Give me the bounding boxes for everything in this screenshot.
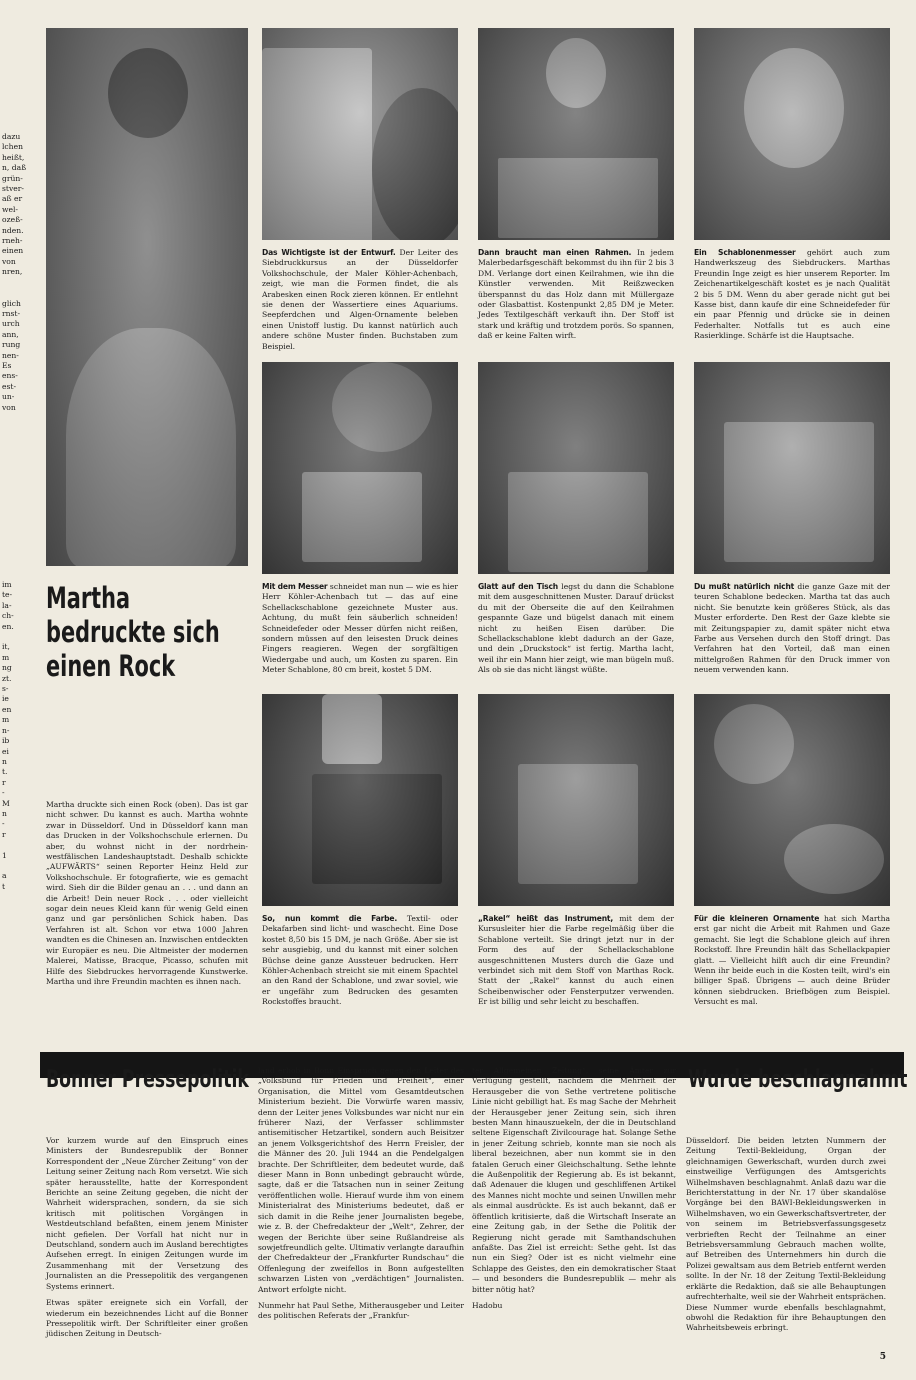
bleed-line: [2, 278, 38, 288]
photo-covering-gauze: [694, 362, 890, 574]
bleed-line: r: [2, 777, 6, 787]
bleed-line: t: [2, 881, 6, 891]
bleed-line: von: [2, 256, 16, 266]
bleed-column-top: [2, 132, 38, 413]
bleed-line: [2, 840, 38, 850]
bleed-line: -: [2, 819, 5, 829]
bleed-line: n, daß: [2, 163, 27, 173]
bleed-line: en: [2, 704, 12, 714]
bleed-line: [2, 632, 38, 642]
bleed-line: m: [2, 652, 10, 662]
bleed-line: rung: [2, 340, 21, 350]
bleed-line: a: [2, 871, 7, 881]
article1-paragraph: land erhob in Bonn Einspruch gegen den Leiter des „Volksbund für Frieden und Freiheit“, einer Organisation, die Mittel vom Gesamtdeutschen Ministerium bezieht. Die Vorwürfe waren massiv, denn der Leiter jenes Volksbundes war nicht nur ein früherer Nazi, der Verfasser schlimmster antisemitischer Hetzartikel, sondern auch Beisitzer an jenem Volksgerichtshof des Herrn Freisler, der die Männer des 20. Juli 1944 an die Pendelgalgen brachte. Der Schriftleiter, dem bedeutet wurde, daß dieser Mann in Bonn unbedingt gebraucht würde, sagte, daß er die Tatsachen nun in seiner Zeitung veröffentlichen wolle. Hierauf wurde ihm von einem Ministerialrat des Ministeriums bedeutet, daß er sich damit in die Reihe jener Journalisten begebe, wie z. B. der Chefredakteur der „Welt“, Zehrer, der wegen der Berichte über seine Rußlandreise als sowjetfreundlich gelte. Ultimativ verlangte daraufhin der Chefredakteur der „Frankfurter Rundschau“ die Offenlegung der zweifellos in Bonn aufgestellten schwarzen Listen von „verdächtigen“ Journalisten. Antwort erfolgte nicht.: [258, 1066, 464, 1294]
article1-paragraph: ter Allgemeinen Zeitung“, seine Ämter zur Verfügung gestellt, nachdem die Mehrheit der Herausgeber die von Sethe vertretene politische Linie nicht gebilligt hat. Es mag Sache der Mehrheit der Herausgeber jener Zeitung sein, sich ihren besten Mann hinauszuekeln, der die in Deutschland seltene Eigenschaft Zivilcourage hat. Solange Sethe in jener Zeitung schrieb, konnte man sie noch als liberal bezeichnen, aber nun kommt sie in den fatalen Geruch einer Gleichschaltung. Sethe lehnte die Außenpolitik der Regierung ab. Es ist bekannt, daß Adenauer die klugen und geschliffenen Artikel des Mannes nicht mochte und seinen Unwillen mehr als einmal ausdrückte. Es ist auch bekannt, daß er öffentlich kritisierte, daß die Wirtschaft Inserate an eine Zeitung gab, in der Sethe die Politik der Regierung nicht gerade mit Samthandschuhen anfaßte. Das Ziel ist erreicht: Sethe geht. Ist das nun ein Sieg? Oder ist es nicht vielmehr eine Schlappe des Geistes, den ein demokratischer Staat — und besonders die Bundesrepublik — mehr als bitter nötig hat?: [472, 1066, 676, 1294]
bleed-line: n: [2, 808, 7, 818]
caption-frame: Dann braucht man einen Rahmen. In jedem Malerbedarfsgeschäft bekommst du ihn für 2 bis 3 DM. Verlange dort einen Keilrahmen, wie ihn die Künstler verwenden. Mit Reißzwecken überspannst du das Holz dann mit Müllergaze oder Glasbattist. Kostenpunkt 2,85 DM je Meter. Jedes Textilgeschäft verkauft ihn. Der Stoff ist stark und kräftig und trotzdem porös. So spannen, daß er keine Falten wirft.: [478, 248, 674, 341]
caption-design: Das Wichtigste ist der Entwurf. Der Leiter des Siebdruckkursus an der Düsseldorfer Volkshochschule, der Maler Köhler-Achenbach, zeigt, wie man die Formen findet, die als Arabesken einen Rock zieren können. Er entlehnt sie denen der Wassertiere eines Aquariums. Seepferdchen und Algen-Ornamente beleben einen Unistoff lustig. Du kannst natürlich auch andere schöne Muster finden. Buchstaben zum Beispiel.: [262, 248, 458, 351]
bleed-line: glich: [2, 298, 21, 308]
caption-cutting: Mit dem Messer schneidet man nun — wie es hier Herr Köhler-Achenbach tut — das auf eine Schellackschablone gezeichnete Muster aus. Achtung, du mußt fein säuberlich schneiden! Schneidefeder oder Messer dürfen nicht reißen, sondern müssen auf den leisesten Druck deines Fingers reagieren. Wegen der sorgfältigen Wiedergabe und auch, um Kosten zu sparen. Ein Meter Schablone, 80 cm breit, kostet 5 DM.: [262, 582, 458, 675]
bleed-line: nen-: [2, 350, 19, 360]
photo-small-ornaments: [694, 694, 890, 906]
main-title-line-2: bedruckte sich: [46, 615, 220, 649]
bleed-line: lchen: [2, 142, 23, 152]
caption-small-ornaments: Für die kleineren Ornamente hat sich Martha erst gar nicht die Arbeit mit Rahmen und Gaze gemacht. Sie legt die Schablone gleich auf ihren Rockstoff. Ihre Freundin hält das Schellackpapier glatt. — Vielleicht hilft auch dir eine Freundin? Wenn ihr beide euch in die Kosten teilt, wird's ein billiger Spaß. Übrigens — auch deine Brüder können siebdrucken. Briefbögen zum Beispiel. Versucht es mal.: [694, 914, 890, 1007]
bleed-line: ib: [2, 736, 10, 746]
bleed-line: n-: [2, 725, 10, 735]
bleed-line: ie: [2, 694, 9, 704]
bleed-line: zt.: [2, 673, 12, 683]
bleed-line: nren,: [2, 267, 23, 277]
bleed-line: -: [2, 788, 5, 798]
photo-squeegee: [478, 694, 674, 906]
article1-paragraph: Nunmehr hat Paul Sethe, Mitherausgeber und Leiter des politischen Referats der „Frankfur-: [258, 1300, 464, 1321]
article1-column-2: [258, 1066, 464, 1328]
bleed-line: Es: [2, 360, 12, 370]
bleed-line: r: [2, 829, 6, 839]
article1-paragraph: Etwas später ereignete sich ein Vorfall, der wiederum ein bezeichnendes Licht auf die Bonner Pressepolitik wirft. Der Schriftleiter einer großen jüdischen Zeitung in Deutsch-: [46, 1298, 248, 1339]
bleed-line: [2, 861, 38, 871]
bleed-line: einen: [2, 246, 24, 256]
bleed-line: ozeß-: [2, 215, 23, 225]
bleed-line: en.: [2, 621, 14, 631]
article-title-wurde-beschlagnahmt: Wurde beschlagnahmt: [688, 1065, 908, 1093]
photo-stencil-knife: [694, 28, 890, 240]
bleed-line: m: [2, 715, 10, 725]
caption-squeegee: „Rakel“ heißt das Instrument, mit dem der Kursusleiter hier die Farbe regelmäßig über die Schablone verteilt. Sie dringt jetzt nur in der Form des auf der Schellackschablone ausgeschnittenen Musters durch die Gaze und verbindet sich mit dem Stoff von Marthas Rock. Statt der „Rakel“ kannst du auch einen Scheibenwischer oder Fensterputzer verwenden. Er ist billig und sehr leicht zu beschaffen.: [478, 914, 674, 1007]
photo-design-drawing: [262, 28, 458, 240]
bleed-line: stver-: [2, 184, 24, 194]
caption-paint: So, nun kommt die Farbe. Textil- oder Dekafarben sind licht- und waschecht. Eine Dose kostet 8,50 bis 15 DM, je nach Größe. Aber sie ist sehr ausgiebig, und du kannst mit einer solchen Büchse deine ganze Aussteuer bedrucken. Herr Köhler-Achenbach streicht sie mit einem Spachtel an den Rand der Schablone, und zwar soviel, wie er ungefähr zum Bedrucken des gesamten Rockstoffes braucht.: [262, 914, 458, 1007]
main-title-line-1: Martha: [46, 581, 131, 615]
photo-paint-can: [262, 694, 458, 906]
bleed-line: grün-: [2, 173, 23, 183]
bleed-line: t.: [2, 767, 8, 777]
bleed-line: ei: [2, 746, 9, 756]
article1-column-1: [46, 1136, 248, 1346]
main-title-line-3: einen Rock: [46, 649, 176, 683]
bleed-line: rnst-: [2, 308, 21, 318]
article-title-bonner-pressepolitik: Bonner Pressepolitik: [46, 1065, 249, 1093]
bleed-line: urch: [2, 319, 20, 329]
bleed-line: te-: [2, 590, 13, 600]
article1-column-3: [472, 1066, 676, 1317]
bleed-line: ch-: [2, 611, 14, 621]
intro-text: Martha druckte sich einen Rock (oben). Das ist gar nicht schwer. Du kannst es auch. Martha wohnte zwar in Düsseldorf. Und in Düsseldorf kann man das Drucken in der Volkshochschule erlernen. Du aber, du wohnst nicht in der nordrhein-westfälischen Landeshauptstadt. Deshalb schickte „AUFWÄRTS“ seinen Reporter Heinz Held zur Volkshochschule. Er fotografierte, wie es gemacht wird. Sieh dir die Bilder genau an . . . und dann an die Arbeit! Dein neuer Rock . . . oder vielleicht sogar dein neues Kleid kann für wenig Geld einen ganz und gar persönlichen Schick haben. Das Verfahren ist alt. Schon vor etwa 1000 Jahren wandten es die Chinesen an. Inzwischen entdeckten wir Europäer es neu. Die Altmeister der modernen Malerei, Matisse, Bracque, Picasso, schufen mit Hilfe des Siebdruckes hervorragende Kunstwerke. Martha und ihre Freundin machten es ihnen nach.: [46, 800, 248, 986]
caption-ironing: Glatt auf den Tisch legst du dann die Schablone mit dem ausgeschnittenen Muster. Darauf drückst du mit der Oberseite die auf den Keilrahmen gespannte Gaze und bügelst danach mit einem nicht zu heißen Eisen darüber. Die Schellackschablone klebt dadurch an der Gaze, und dein „Druckstock“ ist fertig. Martha lacht, weil ihr ein Mann hier zeigt, wie man bügeln muß. Als ob sie das nicht längst wüßte.: [478, 582, 674, 675]
bleed-line: von: [2, 402, 16, 412]
photo-frame: [478, 28, 674, 240]
bleed-line: s-: [2, 684, 9, 694]
bleed-line: wel-: [2, 204, 18, 214]
photo-cutting: [262, 362, 458, 574]
photo-ironing: [478, 362, 674, 574]
bleed-line: nden.: [2, 225, 24, 235]
bleed-line: un-: [2, 392, 15, 402]
bleed-line: it,: [2, 642, 10, 652]
bleed-line: ens-: [2, 371, 18, 381]
bleed-line: dazu: [2, 132, 21, 141]
bleed-line: [2, 288, 38, 298]
bleed-line: aß er: [2, 194, 23, 204]
caption-stencil-knife: Ein Schablonenmesser gehört auch zum Handwerkszeug des Siebdruckers. Marthas Freundin Inge zeigt es hier unserem Reporter. Im Zeichenartikelgeschäft kostet es je nach Qualität 2 bis 5 DM. Wenn du aber gerade nicht gut bei Kasse bist, dann kaufe dir eine Schneidefeder für ein paar Pfennig und drücke sie in deinen Federhalter. Notfalls tut es auch eine Rasierklinge. Schärfe ist die Hauptsache.: [694, 248, 890, 341]
bleed-line: la-: [2, 600, 12, 610]
bleed-line: n: [2, 756, 7, 766]
bleed-line: M: [2, 798, 10, 808]
article1-signature: Hadobu: [472, 1300, 503, 1310]
bleed-line: im: [2, 580, 12, 589]
caption-covering-gauze: Du mußt natürlich nicht die ganze Gaze mit der teuren Schablone bedecken. Martha tat das auch nicht. Sie benutzte kein größeres Stück, als das Muster erforderte. Den Rest der Gaze klebte sie mit Zeitungspapier zu, damit später nicht etwa Farbe aus Versehen durch den Stoff dringt. Das Verfahren hat den Vorteil, daß man einen mittelgroßen Rahmen für den Druck immer von neuem verwenden kann.: [694, 582, 890, 675]
bleed-column-mid: [2, 580, 38, 892]
article1-paragraph: Vor kurzem wurde auf den Einspruch eines Ministers der Bundesrepublik der Bonner Korrespondent der „Neue Zürcher Zeitung“ von der Leitung seiner Zeitung nach Rom versetzt. Wie sich später herausstellte, hatte der Korrespondent Berichte an seine Zeitung gegeben, die nicht der Wahrheit widersprachen, sondern, da sie sich kritisch mit politischen Vorgängen in Westdeutschland befaßten, einem jenem Minister nicht gefielen. Der Vorfall hat nicht nur in Deutschland, sondern auch im Ausland berechtigtes Aufsehen erregt. In einigen Zeitungen wurde im Zusammenhang mit der Versetzung des Journalisten an die Pressepolitik des vergangenen Systems erinnert.: [46, 1136, 248, 1291]
bleed-line: ng: [2, 663, 12, 673]
page-number: 5: [879, 1352, 886, 1362]
bleed-line: rneh-: [2, 236, 23, 246]
bleed-line: est-: [2, 381, 17, 391]
bleed-line: heißt,: [2, 152, 25, 162]
photo-martha-skirt: [46, 28, 248, 566]
bleed-line: ann,: [2, 329, 19, 339]
article2-text: Düsseldorf. Die beiden letzten Nummern der Zeitung Textil-Bekleidung, Organ der gleichnamigen Gewerkschaft, wurden durch zwei einstweilige Verfügungen des Amtsgerichts Wilhelmshaven beschlagnahmt. Anlaß dazu war die Berichterstattung in der Nr. 17 über skandalöse Vorgänge bei den BAWI-Bekleidungswerken in Wilhelmshaven, wo ein Gewerkschaftsvertreter, der von seinem im Betriebsverfassungsgesetz verbrieften Recht der Teilnahme an einer Betriebsversammlung Gebrauch machen wollte, auf Betreiben des Unternehmers hin durch die Polizei gewaltsam aus dem Betrieb entfernt werden sollte. In der Nr. 18 der Zeitung Textil-Bekleidung erklärte die Redaktion, daß sie alle Behauptungen aufrechterhalte, weil sie der Wahrheit entsprächen. Diese Nummer wurde ebenfalls beschlagnahmt, obwohl die Redaktion für ihre Behauptungen den Wahrheitsbeweis erbringt.: [686, 1136, 886, 1333]
bleed-line: 1: [2, 850, 7, 860]
